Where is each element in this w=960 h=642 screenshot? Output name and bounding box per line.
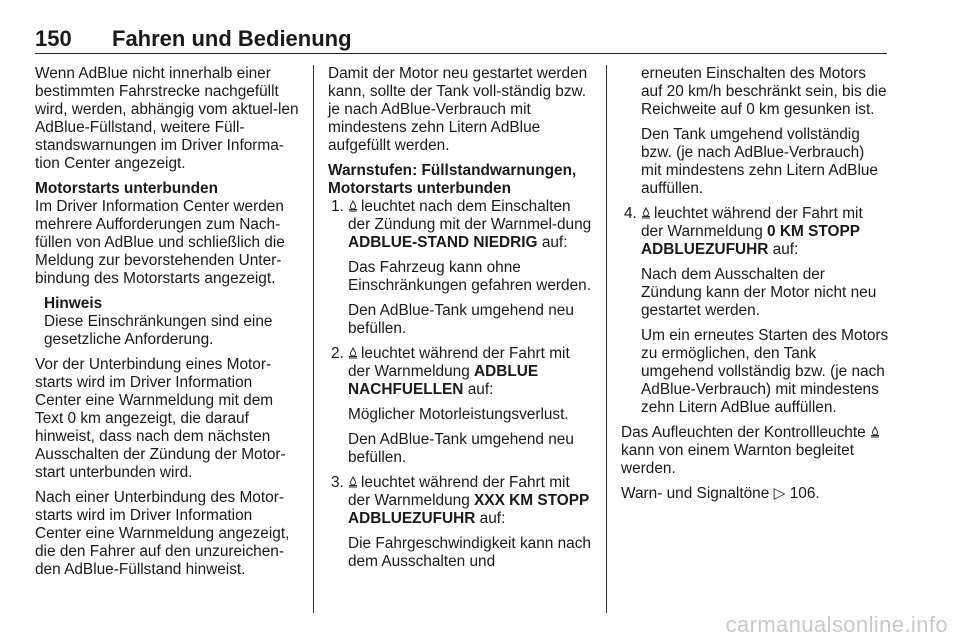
note-box bbox=[44, 295, 301, 349]
list-item bbox=[328, 198, 596, 252]
paragraph: Nach einer Unterbindung des Motor-starts wird im Driver Information Center eine Warnmeldung angezeigt, die den Fahrer auf den unzureichen-den AdBlue-Füllstand hinweist. bbox=[35, 489, 290, 578]
sub-paragraph: Nach dem Ausschalten der Zündung kann der Motor nicht neu gestartet werden. bbox=[641, 266, 877, 319]
sub-paragraph: Den AdBlue-Tank umgehend neu befüllen. bbox=[348, 431, 574, 466]
list-text: leuchtet während der Fahrt mit der Warnmeldung bbox=[641, 205, 863, 240]
column-middle bbox=[328, 65, 596, 578]
sub-paragraph: Den AdBlue-Tank umgehend neu befüllen. bbox=[348, 302, 574, 337]
cross-reference bbox=[621, 485, 889, 503]
column-left bbox=[35, 65, 301, 586]
list-number: 2. bbox=[331, 345, 344, 362]
page-header bbox=[35, 27, 887, 54]
section-title: Fahren und Bedienung bbox=[112, 26, 352, 51]
sub-paragraph: Das Fahrzeug kann ohne Einschränkungen gefahren werden. bbox=[348, 259, 591, 294]
sub-paragraph: Um ein erneutes Starten des Motors zu ermöglichen, den Tank umgehend vollständig bzw. (je nach AdBlue-Verbrauch) mit mindestens zehn Litern AdBlue auffüllen. bbox=[641, 327, 889, 416]
reference-text: Warn- und Signaltöne bbox=[621, 485, 770, 502]
note-text: Diese Einschränkungen sind eine gesetzliche Anforderung. bbox=[44, 313, 273, 348]
list-text: auf: bbox=[467, 381, 494, 398]
list-text: leuchtet nach dem Einschalten der Zündung mit der Warnmel-dung bbox=[348, 198, 592, 233]
subheading: Motorstarts unterbunden bbox=[35, 180, 218, 197]
column-right bbox=[621, 65, 889, 510]
sub-paragraph: erneuten Einschalten des Motors auf 20 km/h beschränkt sein, bis die Reichweite auf 0 km gesunken ist. bbox=[641, 65, 887, 118]
paragraph: Im Driver Information Center werden mehrere Aufforderungen zum Nach-füllen von AdBlue und schließlich die Meldung zur bevorstehenden Unter-bindung des Motorstarts angezeigt. bbox=[35, 198, 285, 287]
warning-message: ADBLUE-STAND NIEDRIG bbox=[348, 234, 538, 251]
paragraph: Vor der Unterbindung eines Motor-starts wird im Driver Information Center eine Warnmeldung mit dem Text 0 km angezeigt, die darauf hinweist, dass nach dem nächsten Ausschalten der Zündung der Motor-start unterbunden wird. bbox=[35, 356, 286, 481]
list-number: 4. bbox=[624, 205, 637, 222]
adblue-warning-icon bbox=[641, 207, 651, 219]
watermark: carmanualsonline.info bbox=[725, 612, 948, 637]
column-divider bbox=[606, 65, 607, 613]
paragraph-text: Das Aufleuchten der Kontrollleuchte bbox=[621, 424, 866, 441]
page-number: 150 bbox=[35, 26, 72, 51]
list-text: leuchtet während der Fahrt mit der Warnmeldung bbox=[348, 474, 570, 509]
warning-message: ADBLUE NACHFUELLEN bbox=[348, 363, 539, 398]
list-text: auf: bbox=[541, 234, 568, 251]
paragraph: Damit der Motor neu gestartet werden kann, sollte der Tank voll-ständig bzw. je nach AdBlue-Verbrauch mit mindestens zehn Litern AdBlue aufgefüllt werden. bbox=[328, 65, 588, 154]
paragraph bbox=[621, 424, 889, 478]
subheading: Warnstufen: Füllstandwarnungen, Motorstarts unterbunden bbox=[328, 162, 577, 197]
list-text: leuchtet während der Fahrt mit der Warnmeldung bbox=[348, 345, 570, 380]
adblue-warning-icon bbox=[348, 200, 358, 212]
paragraph: Wenn AdBlue nicht innerhalb einer bestimmten Fahrstrecke nachgefüllt wird, werden, abhängig vom aktuel-len AdBlue-Füllstand, weitere Füll-standswarnungen im Driver Informa-tion Center angezeigt. bbox=[35, 65, 299, 172]
list-number: 1. bbox=[331, 198, 344, 215]
list-number: 3. bbox=[331, 474, 344, 491]
list-text: auf: bbox=[479, 510, 506, 527]
list-text: auf: bbox=[772, 241, 799, 258]
adblue-warning-icon bbox=[348, 347, 358, 359]
adblue-warning-icon bbox=[348, 476, 358, 488]
arrow-right-icon: ▷ bbox=[773, 485, 786, 502]
column-divider bbox=[313, 65, 314, 613]
list-item bbox=[621, 205, 889, 259]
adblue-warning-icon bbox=[870, 426, 880, 438]
reference-page[interactable]: 106. bbox=[789, 485, 820, 502]
list-item bbox=[328, 345, 596, 399]
warning-message: 0 KM STOPP ADBLUEZUFUHR bbox=[641, 223, 860, 258]
sub-paragraph: Möglicher Motorleistungsverlust. bbox=[348, 406, 569, 423]
sub-paragraph: Die Fahrgeschwindigkeit kann nach dem Ausschalten und bbox=[348, 535, 591, 570]
list-item bbox=[328, 474, 596, 528]
sub-paragraph: Den Tank umgehend vollständig bzw. (je nach AdBlue-Verbrauch) mit mindestens zehn Litern AdBlue auffüllen. bbox=[641, 126, 878, 197]
warning-message: XXX KM STOPP ADBLUEZUFUHR bbox=[348, 492, 589, 527]
note-title: Hinweis bbox=[44, 295, 103, 312]
paragraph-text: kann von einem Warnton begleitet werden. bbox=[621, 442, 854, 477]
